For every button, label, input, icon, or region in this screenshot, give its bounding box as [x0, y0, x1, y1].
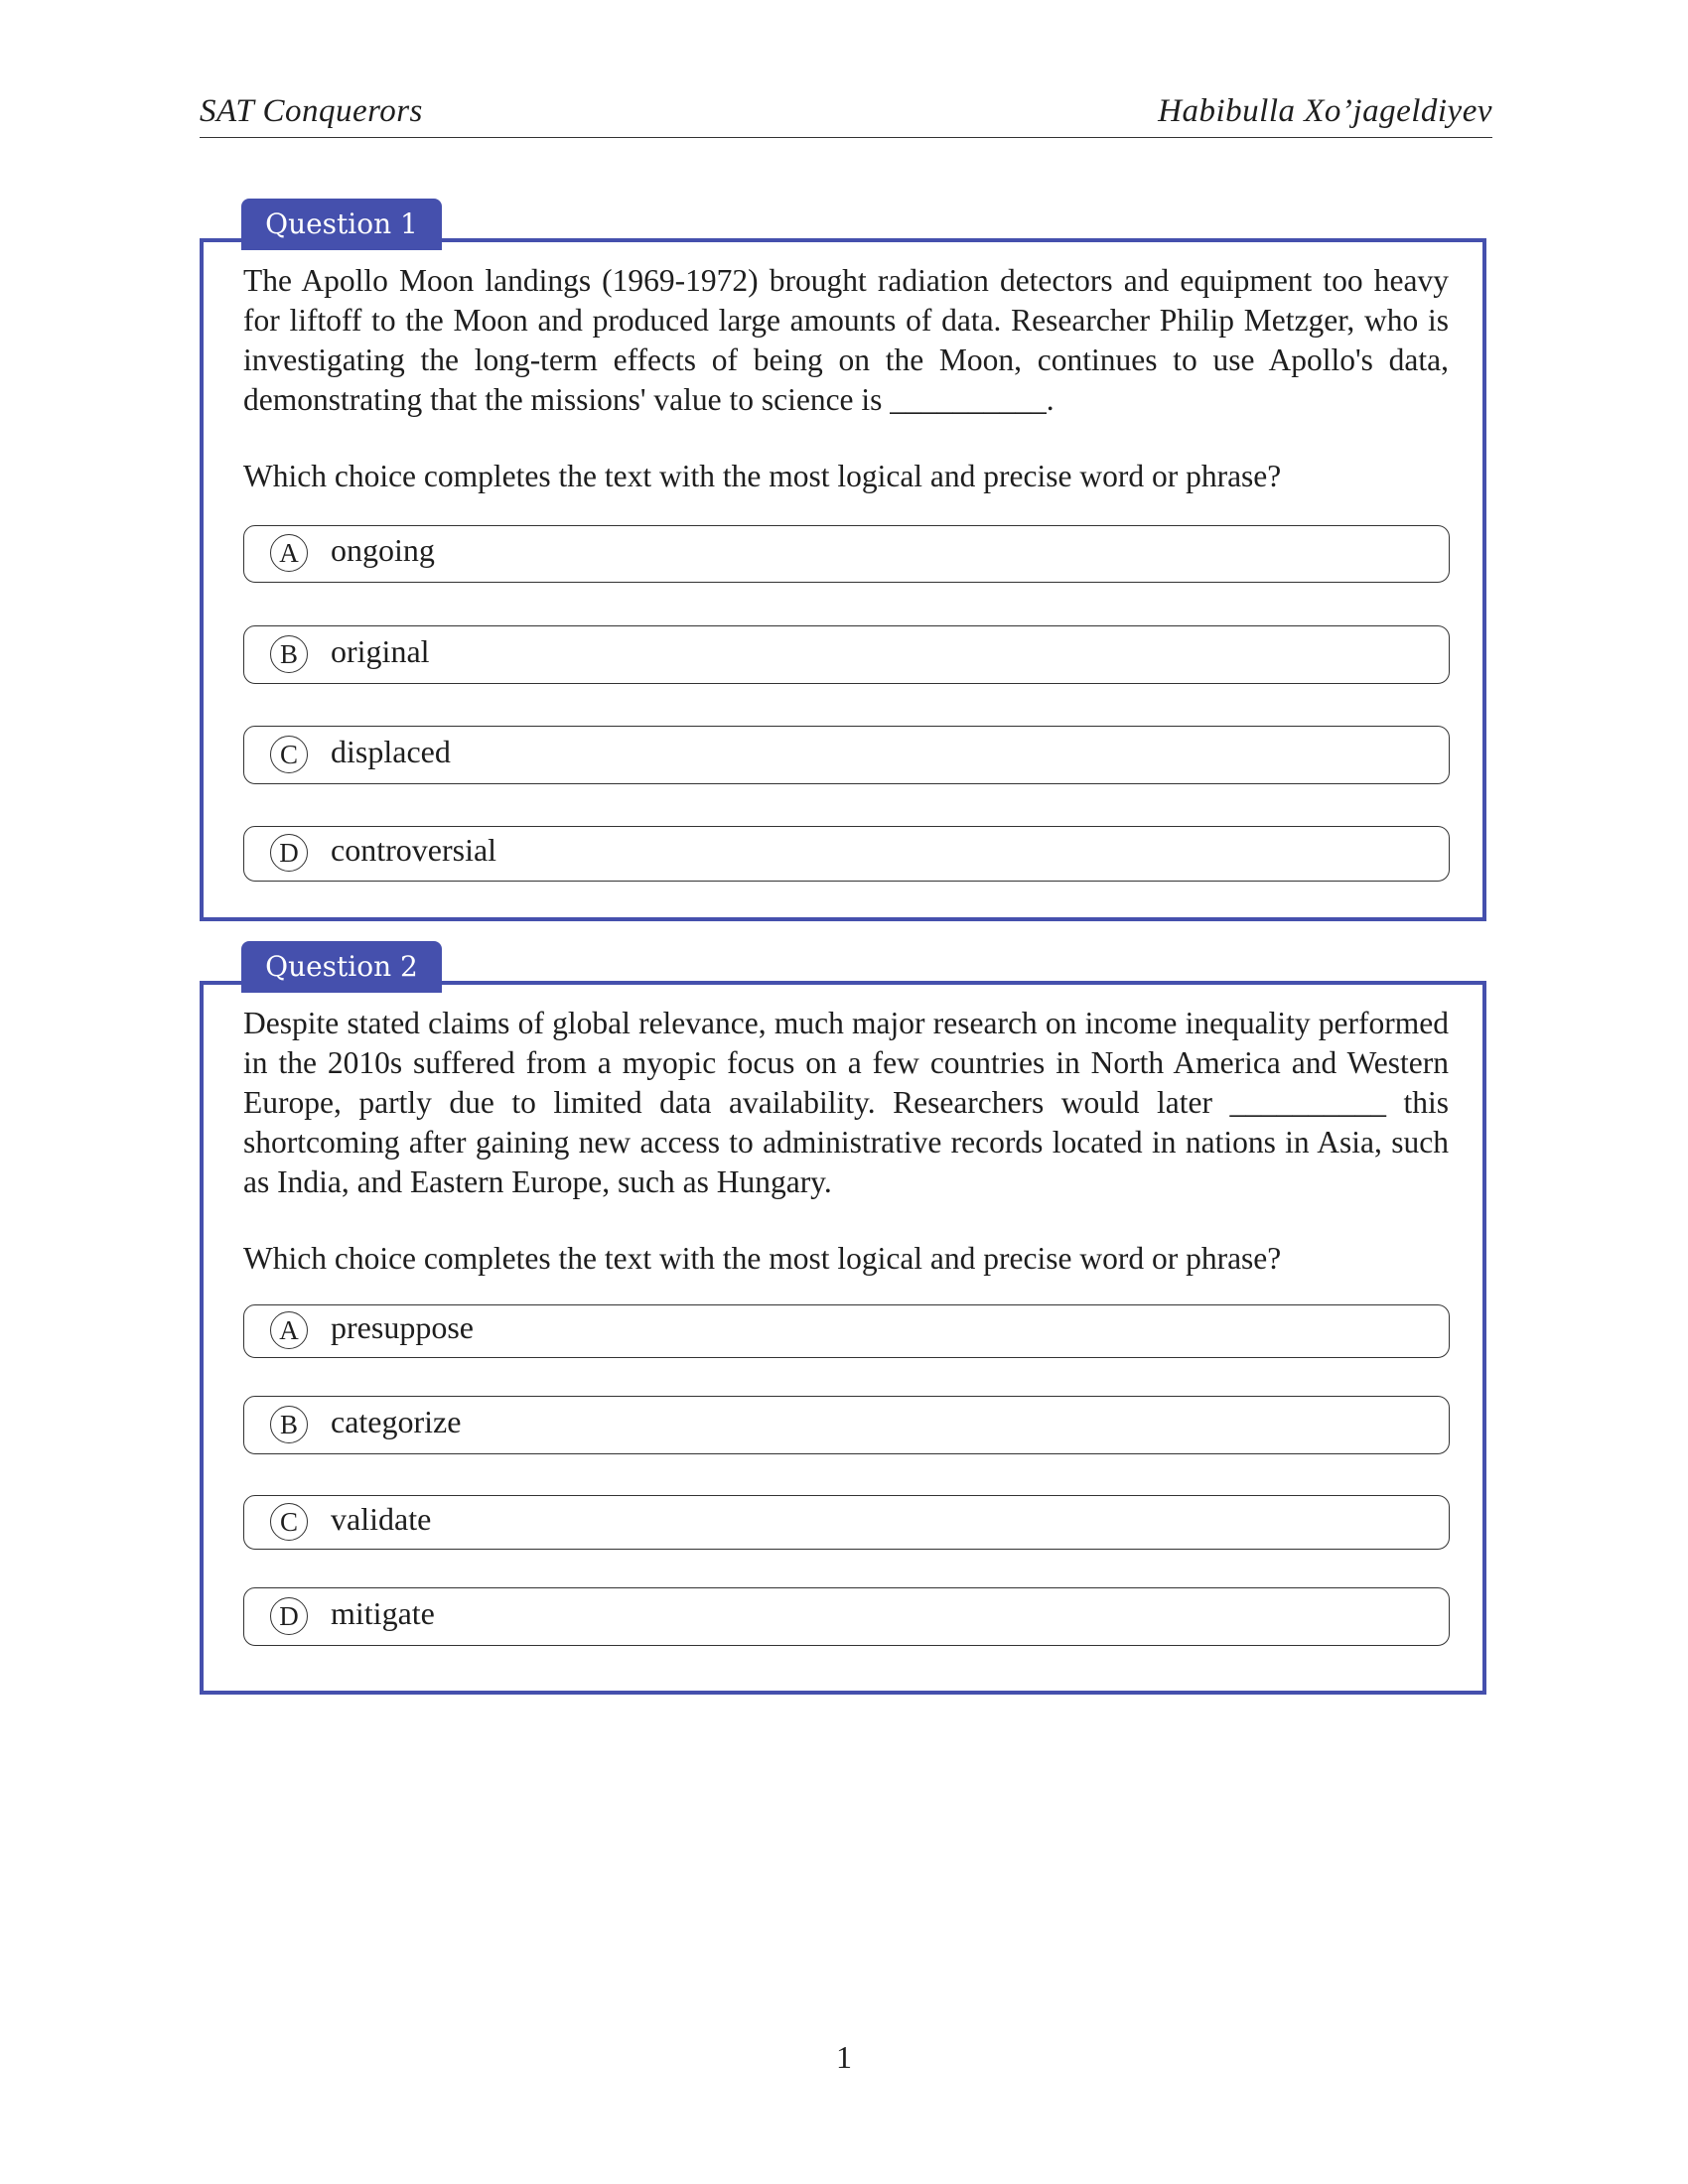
page-number: 1 — [836, 2039, 852, 2075]
choice-text: original — [331, 632, 430, 669]
question-1-box — [200, 207, 1486, 921]
page-header — [200, 91, 1492, 138]
choice-letter-a: A — [270, 1311, 308, 1349]
question-2-label: Question 2 — [241, 941, 442, 993]
question-2-choice-c[interactable] — [243, 1495, 1450, 1550]
header-author: Habibulla Xo’jageldiyev — [1158, 93, 1492, 129]
choice-letter-c: C — [270, 736, 308, 773]
header-left-title: SAT Conquerors — [200, 93, 423, 129]
question-1-choice-a[interactable] — [243, 525, 1450, 583]
choice-letter-a: A — [270, 534, 308, 572]
choice-text: displaced — [331, 733, 451, 769]
question-1-stem: The Apollo Moon landings (1969-1972) brought radiation detectors and equipment too heavy for liftoff to the Moon and produced large amounts of data. Researcher Philip Metzger, who is investigating the long-term effects of being on the Moon, continues to use Apollo's data, demonstrating that the missions' value to science is __________. — [243, 263, 1449, 417]
question-1-choice-d[interactable] — [243, 826, 1450, 882]
choice-text: presuppose — [331, 1309, 474, 1345]
choice-text: categorize — [331, 1403, 462, 1439]
question-2-choice-d[interactable] — [243, 1587, 1450, 1646]
question-2-choice-a[interactable] — [243, 1304, 1450, 1358]
choice-text: controversial — [331, 832, 497, 868]
choice-text: validate — [331, 1500, 432, 1537]
question-2-choice-b[interactable] — [243, 1396, 1450, 1454]
choice-letter-d: D — [270, 834, 308, 872]
choice-letter-d: D — [270, 1597, 308, 1635]
question-1-prompt: Which choice completes the text with the most logical and precise word or phrase? — [243, 459, 1282, 493]
choice-letter-c: C — [270, 1503, 308, 1541]
question-1-choice-c[interactable] — [243, 726, 1450, 784]
question-2-stem: Despite stated claims of global relevance, much major research on income inequality performed in the 2010s suffered from a myopic focus on a few countries in North America and Western Europe, partly due to limited data availability. Researchers would later __________ this shortcoming after gaining new access to administrative records located in nations in Asia, such as India, and Eastern Europe, such as Hungary. — [243, 1006, 1449, 1199]
question-1-label: Question 1 — [241, 199, 442, 250]
question-1-choice-b[interactable] — [243, 625, 1450, 684]
choice-letter-b: B — [270, 1406, 308, 1443]
question-2-box — [200, 950, 1486, 1695]
choice-letter-b: B — [270, 635, 308, 673]
choice-text: mitigate — [331, 1594, 435, 1631]
choice-text: ongoing — [331, 532, 435, 568]
question-2-prompt: Which choice completes the text with the most logical and precise word or phrase? — [243, 1241, 1282, 1276]
